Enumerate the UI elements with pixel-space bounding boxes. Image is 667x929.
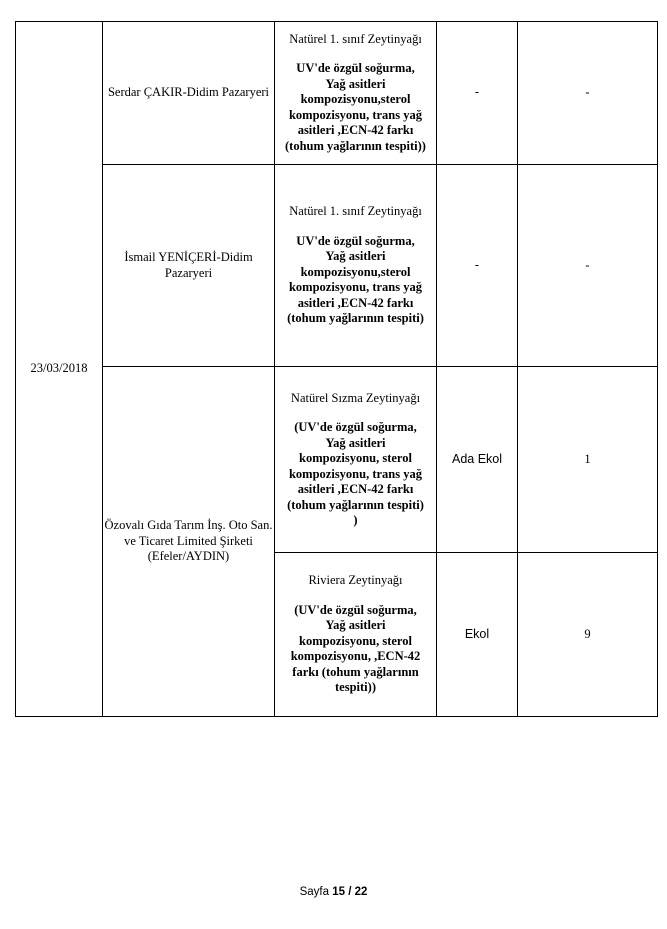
inspection-table (15, 21, 658, 717)
company-cell: İsmail YENİÇERİ-Didim Pazaryeri (103, 165, 275, 367)
brand-cell: - (437, 165, 518, 367)
total-pages: 22 (354, 886, 368, 898)
page-label: Sayfa (299, 886, 329, 898)
company-cell: Serdar ÇAKIR-Didim Pazaryeri (103, 22, 275, 165)
product-name: Natürel 1. sınıf Zeytinyağı (289, 31, 422, 46)
page-number (0, 886, 667, 898)
table-row (16, 165, 658, 367)
table-row (16, 367, 658, 553)
company-cell: Özovalı Gıda Tarım İnş. Oto San. ve Ticaret Limited Şirketi (Efeler/AYDIN) (103, 367, 275, 717)
current-page: 15 (332, 886, 345, 898)
count-cell: - (518, 22, 658, 165)
brand-cell: - (437, 22, 518, 165)
product-name: Natürel 1. sınıf Zeytinyağı (289, 204, 422, 219)
product-cell (275, 165, 437, 367)
analysis-description: UV'de özgül soğurma, Yağ asitleri kompozisyonu,sterol kompozisyonu, trans yağ asitleri ,ECN-42 farkı (tohum yağlarının tespiti)) (285, 61, 426, 153)
analysis-description: UV'de özgül soğurma, Yağ asitleri kompozisyonu,sterol kompozisyonu, trans yağ asitleri ,ECN-42 farkı (tohum yağlarının tespiti) (287, 233, 424, 326)
brand-cell: Ada Ekol (437, 367, 518, 553)
date-cell: 23/03/2018 (16, 22, 103, 717)
count-cell: - (518, 165, 658, 367)
page-separator: / (348, 886, 352, 898)
product-cell (275, 22, 437, 165)
count-cell: 1 (518, 367, 658, 553)
product-cell (275, 367, 437, 553)
analysis-description: (UV'de özgül soğurma, Yağ asitleri kompozisyonu, sterol kompozisyonu, trans yağ asitleri ,ECN-42 farkı (tohum yağlarının tespiti) ) (287, 420, 424, 527)
product-name: Natürel Sızma Zeytinyağı (290, 390, 421, 405)
table-row (16, 22, 658, 165)
product-name: Riviera Zeytinyağı (308, 573, 403, 588)
product-cell (275, 553, 437, 717)
analysis-description: (UV'de özgül soğurma, Yağ asitleri kompozisyonu, sterol kompozisyonu, ,ECN-42 farkı (tohum yağlarının tespiti)) (290, 602, 421, 695)
count-cell: 9 (518, 553, 658, 717)
brand-cell: Ekol (437, 553, 518, 717)
